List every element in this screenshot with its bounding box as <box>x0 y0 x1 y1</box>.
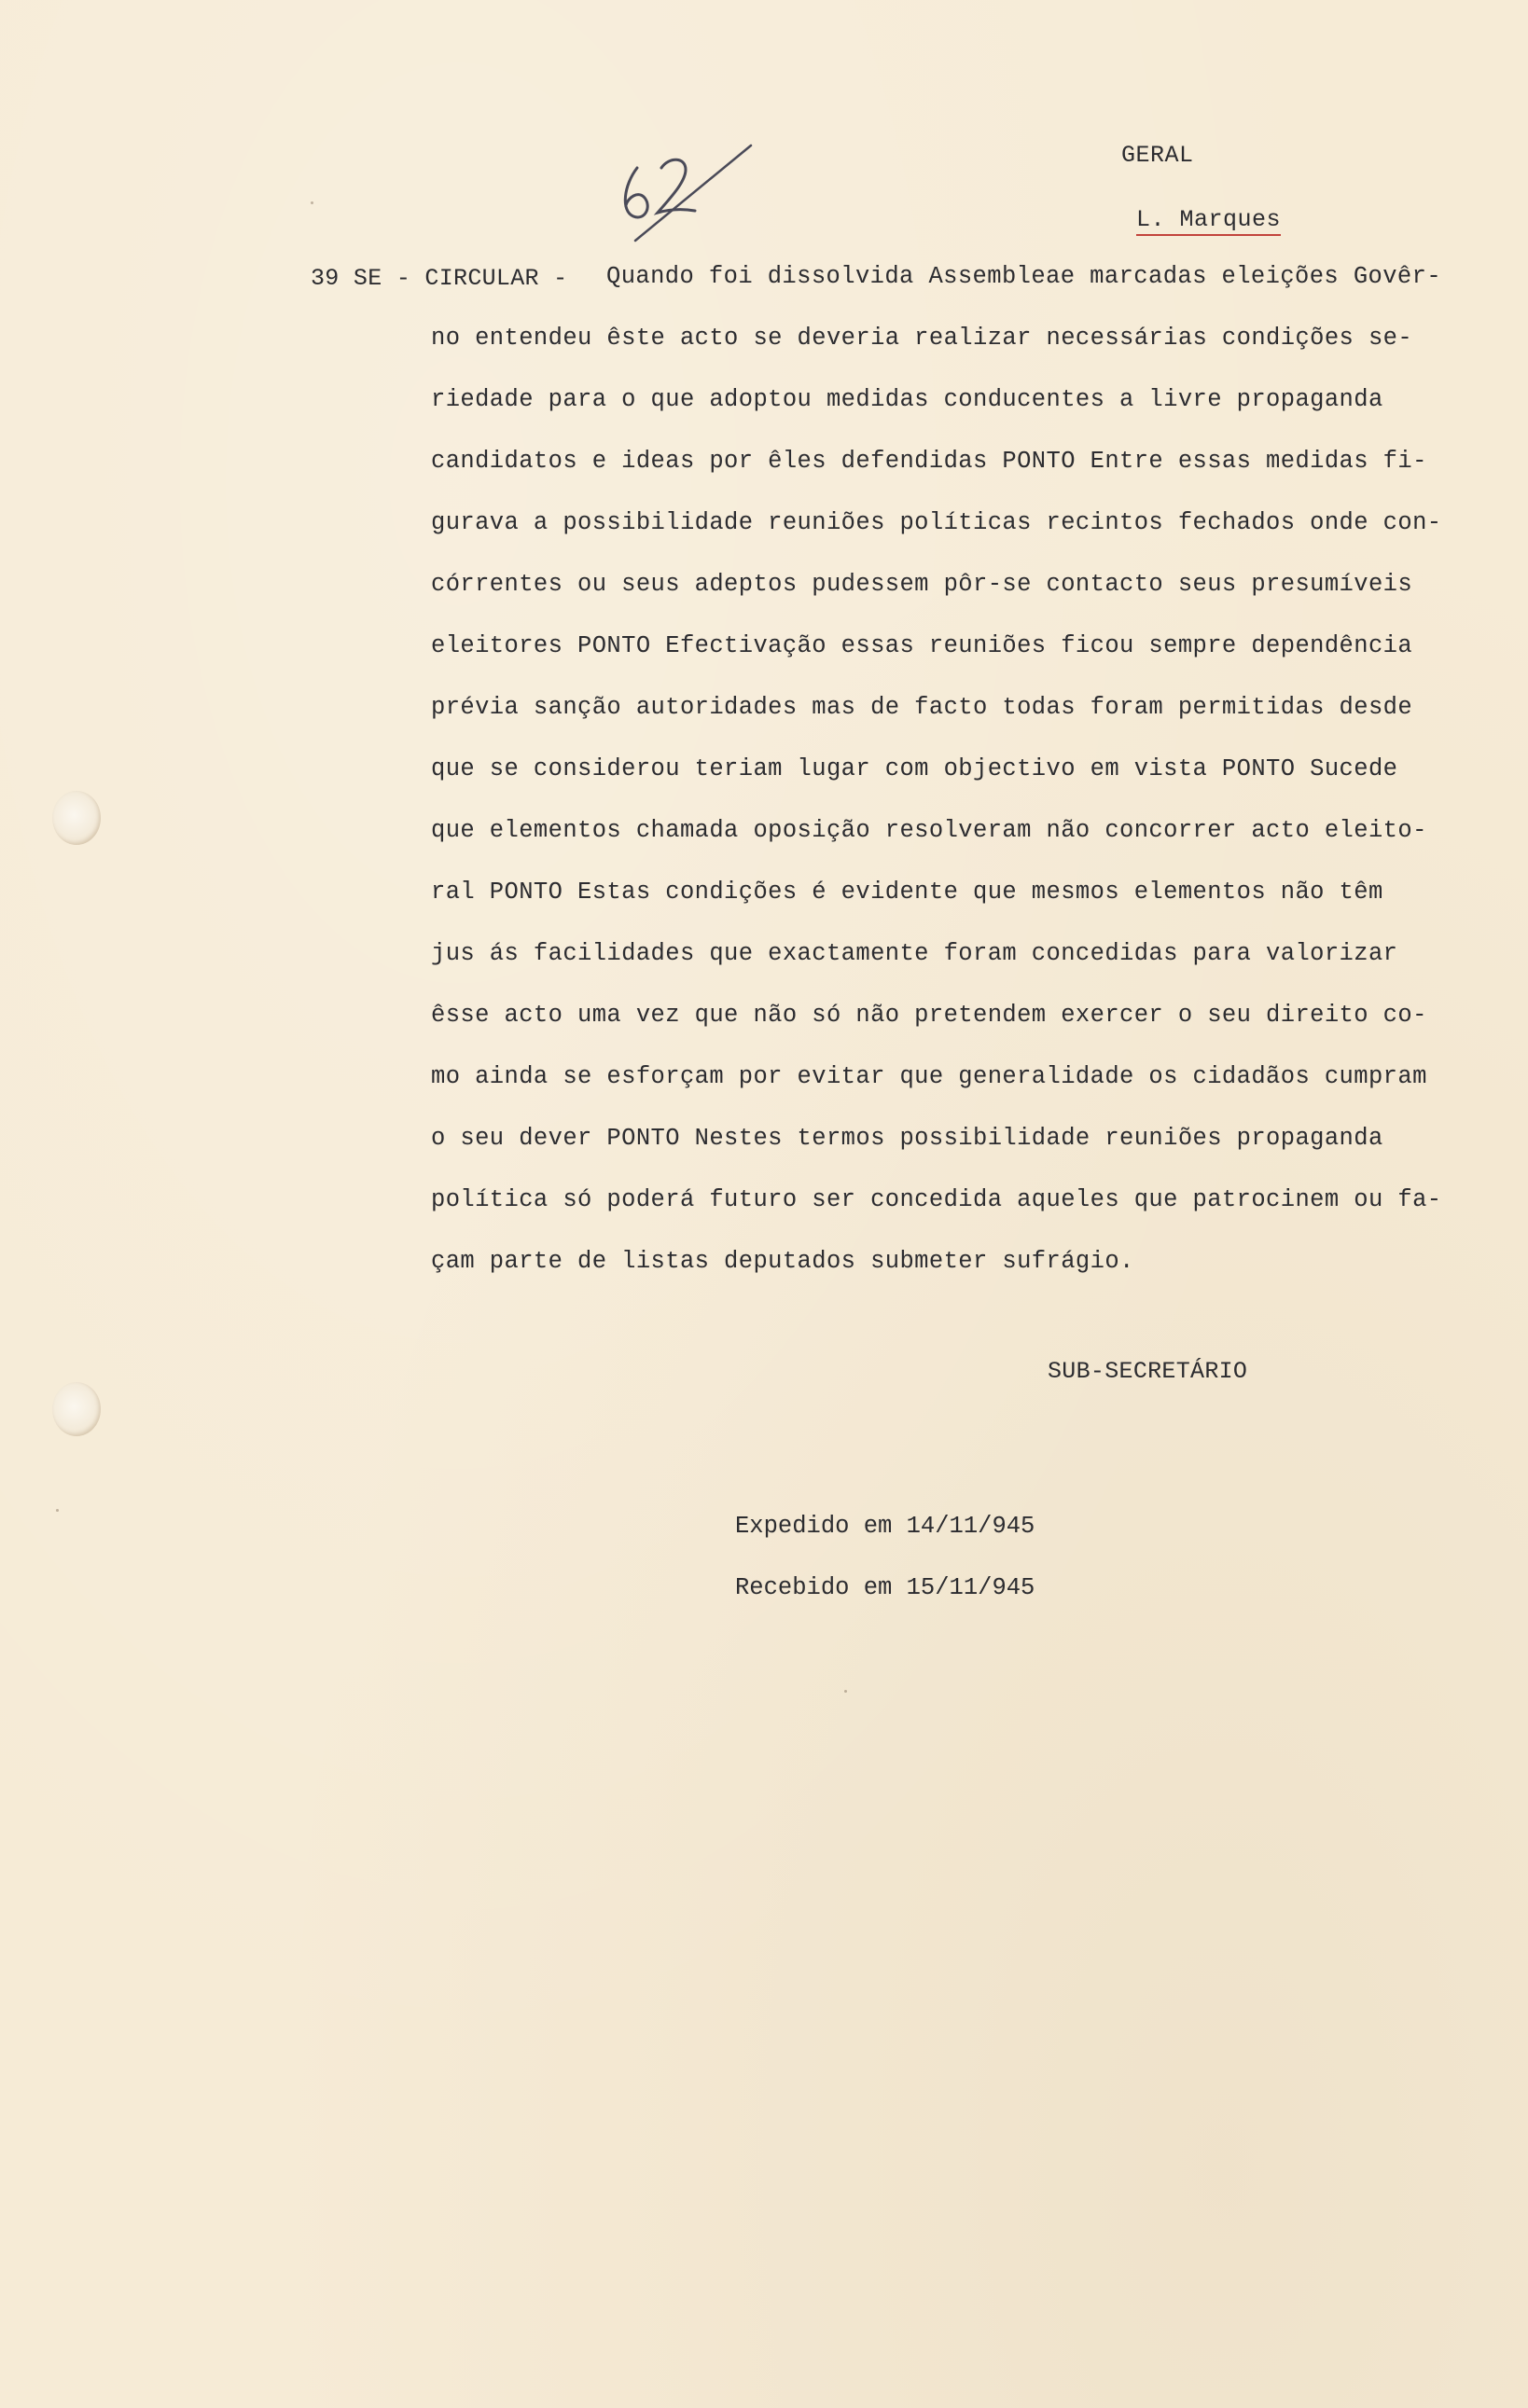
body-line: mo ainda se esforçam por evitar que generalidade os cidadãos cumpram <box>431 1063 1427 1090</box>
signature: SUB-SECRETÁRIO <box>1048 1358 1248 1385</box>
paper-speck <box>56 1509 59 1512</box>
body-line: no entendeu êste acto se deveria realizar necessárias condições se- <box>431 325 1413 352</box>
body-line: çam parte de listas deputados submeter sufrágio. <box>431 1248 1134 1275</box>
body-line: Quando foi dissolvida Assembleae marcadas eleições Govêr- <box>606 263 1442 290</box>
body-line: gurava a possibilidade reuniões políticas recintos fechados onde con- <box>431 509 1442 536</box>
body-line: êsse acto uma vez que não só não pretendem exercer o seu direito co- <box>431 1002 1427 1029</box>
sent-date: Expedido em 14/11/945 <box>735 1513 1035 1540</box>
body-line: riedade para o que adoptou medidas conducentes a livre propaganda <box>431 386 1383 413</box>
telegram-prefix: 39 SE - CIRCULAR - <box>311 265 568 292</box>
body-line: ral PONTO Estas condições é evidente que mesmos elementos não têm <box>431 879 1383 906</box>
body-line: jus ás facilidades que exactamente foram concedidas para valorizar <box>431 940 1398 967</box>
body-line: que elementos chamada oposição resolveram não concorrer acto eleito- <box>431 817 1427 844</box>
paper-speck <box>844 1690 847 1693</box>
punch-hole <box>52 1382 101 1436</box>
body-line: candidatos e ideas por êles defendidas PONTO Entre essas medidas fi- <box>431 448 1427 475</box>
body-line: política só poderá futuro ser concedida aqueles que patrocinem ou fa- <box>431 1186 1442 1213</box>
body-line: córrentes ou seus adeptos pudessem pôr-se contacto seus presumíveis <box>431 571 1413 598</box>
body-line: o seu dever PONTO Nestes termos possibilidade reuniões propaganda <box>431 1125 1383 1152</box>
received-date: Recebido em 15/11/945 <box>735 1574 1035 1601</box>
body-line: eleitores PONTO Efectivação essas reuniões ficou sempre dependência <box>431 632 1413 659</box>
category-label: GERAL <box>1121 142 1194 169</box>
body-line: que se considerou teriam lugar com objectivo em vista PONTO Sucede <box>431 755 1398 782</box>
author-name: L. Marques <box>1136 207 1281 236</box>
punch-hole <box>52 791 101 845</box>
body-line: prévia sanção autoridades mas de facto todas foram permitidas desde <box>431 694 1413 721</box>
paper-speck <box>311 201 313 204</box>
handwritten-folio-number <box>611 131 770 252</box>
